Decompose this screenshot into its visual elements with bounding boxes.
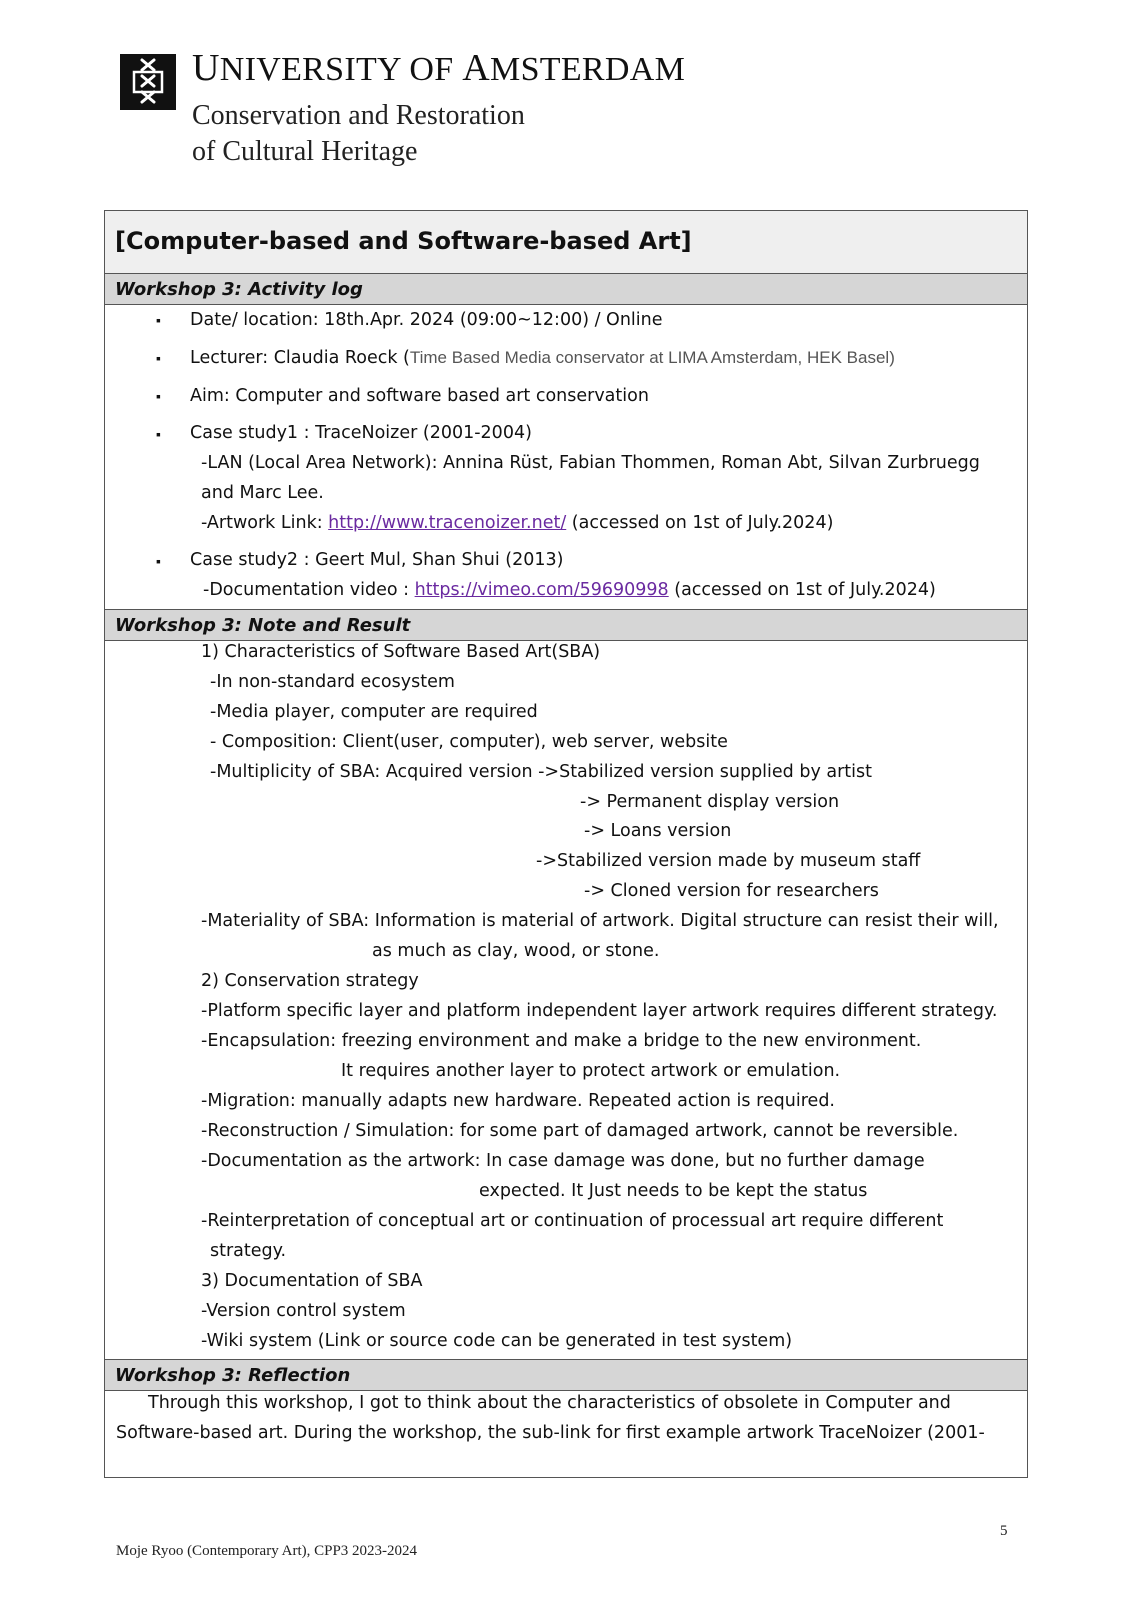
case-study-2-doc-line: -Documentation video : https://vimeo.com/59690998 (accessed on 1st of July.2024) xyxy=(203,580,936,600)
note-line: 2) Conservation strategy xyxy=(201,971,419,991)
activity-lecturer: Lecturer: Claudia Roeck (Time Based Media conservator at LIMA Amsterdam, HEK Basel) xyxy=(190,348,895,368)
note-line: -Materiality of SBA: Information is material of artwork. Digital structure can resist their will, xyxy=(201,911,999,931)
note-line: -> Cloned version for researchers xyxy=(584,881,879,901)
note-line: -In non-standard ecosystem xyxy=(210,672,455,692)
bullet-icon: ▪ xyxy=(156,350,161,366)
vimeo-link[interactable]: https://vimeo.com/59690998 xyxy=(414,580,669,600)
activity-aim: Aim: Computer and software based art conservation xyxy=(190,386,649,406)
note-line: -Multiplicity of SBA: Acquired version ->Stabilized version supplied by artist xyxy=(210,762,872,782)
university-logo xyxy=(120,54,176,110)
note-line: ->Stabilized version made by museum staff xyxy=(536,851,921,871)
note-line: -Reinterpretation of conceptual art or continuation of processual art require different xyxy=(201,1211,944,1231)
section-header-note-result xyxy=(105,609,1027,641)
note-line: as much as clay, wood, or stone. xyxy=(372,941,660,961)
note-line: -Wiki system (Link or source code can be generated in test system) xyxy=(201,1331,793,1351)
note-line: -> Permanent display version xyxy=(580,792,840,812)
footer-author: Moje Ryoo (Contemporary Art), CPP3 2023-2024 xyxy=(116,1543,418,1559)
note-line: 3) Documentation of SBA xyxy=(201,1271,423,1291)
bullet-icon: ▪ xyxy=(156,553,161,569)
note-line: -Encapsulation: freezing environment and make a bridge to the new environment. xyxy=(201,1031,922,1051)
bullet-icon: ▪ xyxy=(156,388,161,404)
uva-crosses-logo-icon xyxy=(120,54,176,110)
bullet-icon: ▪ xyxy=(156,312,161,328)
case-study-1-title: Case study1 : TraceNoizer (2001-2004) xyxy=(190,423,532,443)
note-line: It requires another layer to protect artwork or emulation. xyxy=(341,1061,841,1081)
section-title: Workshop 3: Note and Result xyxy=(115,615,411,636)
note-line: -Migration: manually adapts new hardware. Repeated action is required. xyxy=(201,1091,835,1111)
tracenoizer-link[interactable]: http://www.tracenoizer.net/ xyxy=(328,513,567,533)
activity-date: Date/ location: 18th.Apr. 2024 (09:00~12:00) / Online xyxy=(190,310,663,330)
section-title: Workshop 3: Reflection xyxy=(115,1365,351,1386)
case-study-1-lan: -LAN (Local Area Network): Annina Rüst, Fabian Thommen, Roman Abt, Silvan Zurbruegg xyxy=(201,453,980,473)
note-line: -Version control system xyxy=(201,1301,406,1321)
note-line: -Media player, computer are required xyxy=(210,702,538,722)
section-header-activity-log xyxy=(105,273,1027,305)
note-line: -> Loans version xyxy=(584,821,732,841)
note-line: - Composition: Client(user, computer), web server, website xyxy=(210,732,728,752)
reflection-line: Through this workshop, I got to think about the characteristics of obsolete in Computer and xyxy=(148,1393,951,1413)
section-header-reflection xyxy=(105,1359,1027,1391)
case-study-1-lan-cont: and Marc Lee. xyxy=(201,483,324,503)
note-line: -Documentation as the artwork: In case damage was done, but no further damage xyxy=(201,1151,925,1171)
bullet-icon: ▪ xyxy=(156,426,161,442)
note-line: -Platform specific layer and platform independent layer artwork requires different strategy. xyxy=(201,1001,998,1021)
department-line-1: Conservation and Restoration xyxy=(192,100,525,131)
note-line: expected. It Just needs to be kept the status xyxy=(479,1181,868,1201)
case-study-2-title: Case study2 : Geert Mul, Shan Shui (2013) xyxy=(190,550,564,570)
page-title: [Computer-based and Software-based Art] xyxy=(115,227,692,255)
note-line: strategy. xyxy=(210,1241,287,1261)
note-line: -Reconstruction / Simulation: for some part of damaged artwork, cannot be reversible. xyxy=(201,1121,959,1141)
case-study-1-link-line: -Artwork Link: http://www.tracenoizer.net/ (accessed on 1st of July.2024) xyxy=(201,513,834,533)
table-title-row xyxy=(105,211,1027,275)
department-line-2: of Cultural Heritage xyxy=(192,136,418,167)
note-line: 1) Characteristics of Software Based Art(SBA) xyxy=(201,642,601,662)
university-name: UNIVERSITY OF AMSTERDAM xyxy=(192,47,686,89)
section-title: Workshop 3: Activity log xyxy=(115,279,363,300)
reflection-line: Software-based art. During the workshop, the sub-link for first example artwork TraceNoizer (2001- xyxy=(116,1423,985,1443)
page-number: 5 xyxy=(1000,1523,1008,1539)
